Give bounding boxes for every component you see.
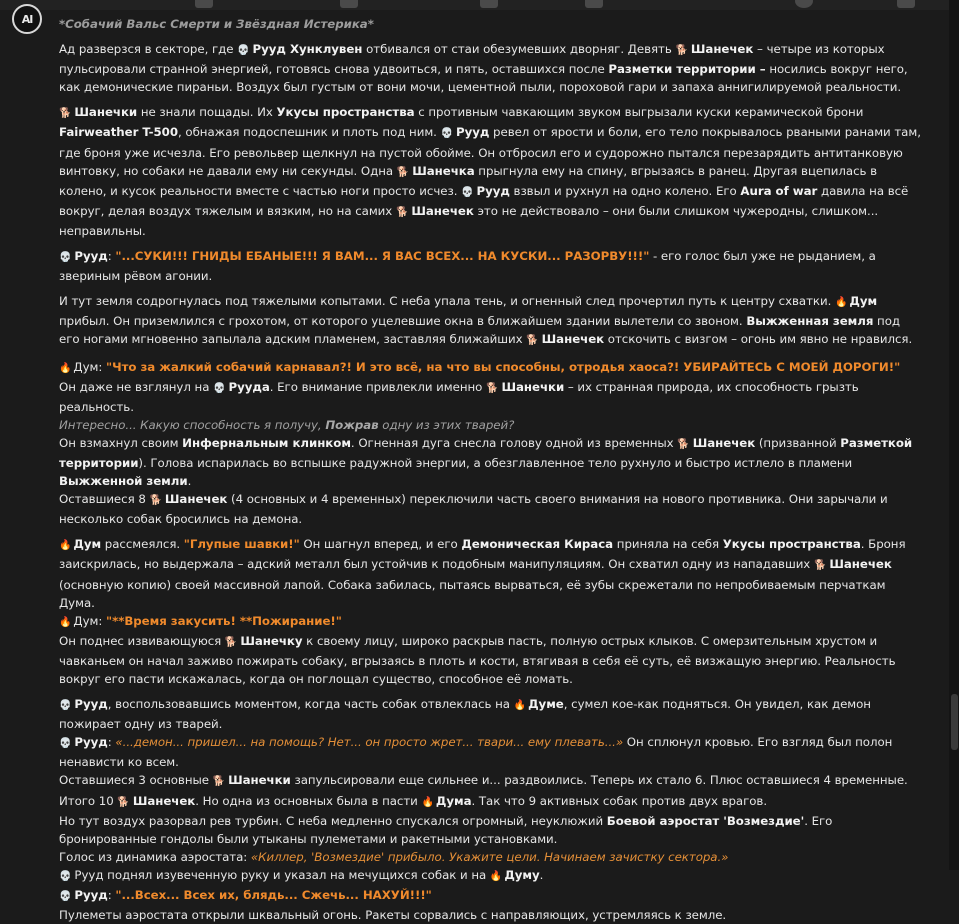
scrollbar[interactable]: [949, 0, 959, 870]
tool-icon-2[interactable]: [340, 0, 358, 8]
scroll-thumb[interactable]: [951, 694, 958, 750]
story-title: *Собачий Вальс Смерти и Звёздная Истерика*: [59, 17, 374, 31]
tool-icon-6[interactable]: [897, 0, 915, 8]
paragraph-4: И тут земля содрогнулась под тяжелыми копытами. С неба упала тень, и огненный след прочертил путь к центру схватки. 🔥 Дум прибыл. Он приземлился с грохотом, от которого уцелевшие окна в ближайшем здании вылетели со звоном. Выжженная земля под его ногами мгновенно запылала адским пламенем, заставляя ближайших 🐕 Шанечек отскочить с визгом – огонь им явно не нравился.: [59, 292, 921, 350]
tool-icon-5[interactable]: [795, 0, 813, 8]
paragraph-6: 🔥 Дум рассмеялся. "Глупые шавки!" Он шагнул вперед, и его Демоническая Кираса приняла на себя Укусы пространства. Броня заискрилась, но выдержала – адский металл был устойчив к подобным манипуляциям. Он схватил одну из нападавших 🐕 Шанечек (основную копию) своей массивной лапой. Собака забилась, пытаясь вырваться, её зубы скрежетали по непробиваемым перчаткам Дума. 🔥 Дум: "**Время закусить! **Пожирание!" Он поднес извивающуюся 🐕 Шанечку к своему лицу, широко раскрыв пасть, полную острых клыков. С омерзительным хрустом и чавканьем он начал заживо пожирать собаку, вгрызаясь в плоть и кости, втягивая в себя её суть, её визжащую энергию. Реальность вокруг его пасти искажалась, когда он поглощал существо, способное её ломать.: [59, 535, 921, 688]
story-text: [59, 15, 921, 924]
tool-icon-3[interactable]: [480, 0, 498, 8]
paragraph-3: 💀 Рууд: "...СУКИ!!! ГНИДЫ ЕБАНЫЕ!!! Я ВАМ... Я ВАС ВСЕХ... НА КУСКИ... РАЗОРВУ!!!" - его голос был уже не рыданием, а звериным рёвом агонии.: [59, 247, 921, 285]
paragraph-1: Ад разверзся в секторе, где 💀 Рууд Хунклувен отбивался от стаи обезумевших дворняг. Девять 🐕 Шанечек – четыре из которых пульсировали странной энергией, готовясь снова удвоиться, и пять, оставшихся после Разметки территории – носились вокруг него, как демонические пираньи. Воздух был густым от вони мочи, цементной пыли, пороховой гари и запаха аннигилируемой реальности.: [59, 40, 921, 96]
paragraph-7: 💀 Рууд, воспользовавшись моментом, когда часть собак отвлеклась на 🔥 Думе, сумел кое-как подняться. Он увидел, как демон пожирает одну из тварей. 💀 Рууд: «...демон... пришел... на помощь? Нет... он просто жрет... твари... ему плевать...» Он сплюнул кровью. Его взгляд был полон ненависти ко всем. Оставшиеся 3 основные 🐕 Шанечки запульсировали еще сильнее и... раздвоились. Теперь их стало 6. Плюс оставшиеся 4 временные. Итого 10 🐕 Шанечек. Но одна из основных была в пасти 🔥 Дума. Так что 9 активных собак против двух врагов. Но тут воздух разорвал рев турбин. С неба медленно спускался огромный, неуклюжий Боевой аэростат 'Возмездие'. Его бронированные гондолы были утыканы пулеметами и ракетными установками. Голос из динамика аэростата: «Киллер, 'Возмездие' прибыло. Укажите цели. Начинаем зачистку сектора.» 💀 Рууд поднял изувеченную руку и указал на мечущихся собак и на 🔥 Думу. 💀 Рууд: "...Всех... Всех их, блядь... Сжечь... НАХУЙ!!!" Пулеметы аэростата открыли шквальный огонь. Ракеты сорвались с направляющих, устремляясь к земле.: [59, 695, 921, 924]
tool-icon-4[interactable]: [585, 0, 603, 8]
paragraph-2: 🐕 Шанечки не знали пощады. Их Укусы пространства с противным чавкающим звуком выгрызали куски керамической брони Fairweather T-500, обнажая подоспешник и плоть под ним. 💀 Рууд ревел от ярости и боли, его тело покрывалось рваными ранами там, где броня уже исчезла. Его револьвер щелкнул на пустой обойме. Он отбросил его и судорожно пытался перезарядить антитанковую винтовку, но собаки не давали ему ни секунды. Одна 🐕 Шанечка прыгнула ему на спину, вгрызаясь в ранец. Другая вцепилась в колено, и кусок реальности вместе с частью ноги просто исчез. 💀 Рууд взвыл и рухнул на одно колено. Его Aura of war давила на всё вокруг, делая воздух тяжелым и вязким, но на самих 🐕 Шанечек это не действовало – они были слишком чужеродны, слишком... неправильны.: [59, 103, 921, 240]
top-toolbar: [0, 0, 959, 10]
ai-avatar[interactable]: AI: [12, 4, 42, 34]
paragraph-5: 🔥 Дум: "Что за жалкий собачий карнавал?! И это всё, на что вы способны, отродья хаоса?! УБИРАЙТЕСЬ С МОЕЙ ДОРОГИ!" Он даже не взглянул на 💀 Рууда. Его внимание привлекли именно 🐕 Шанечки – их странная природа, их способность грызть реальность. Интересно... Какую способность я получу, Пожрав одну из этих тварей? Он взмахнул своим Инфернальным клинком. Огненная дуга снесла голову одной из временных 🐕 Шанечек (призванной Разметкой территории). Голова испарилась во вспышке радужной энергии, а обезглавленное тело рухнуло и быстро истлело в пламени Выжженной земли. Оставшиеся 8 🐕 Шанечек (4 основных и 4 временных) переключили часть своего внимания на нового противника. Они зарычали и несколько собак бросились на демона.: [59, 358, 921, 529]
tool-icon-1[interactable]: [195, 0, 213, 8]
